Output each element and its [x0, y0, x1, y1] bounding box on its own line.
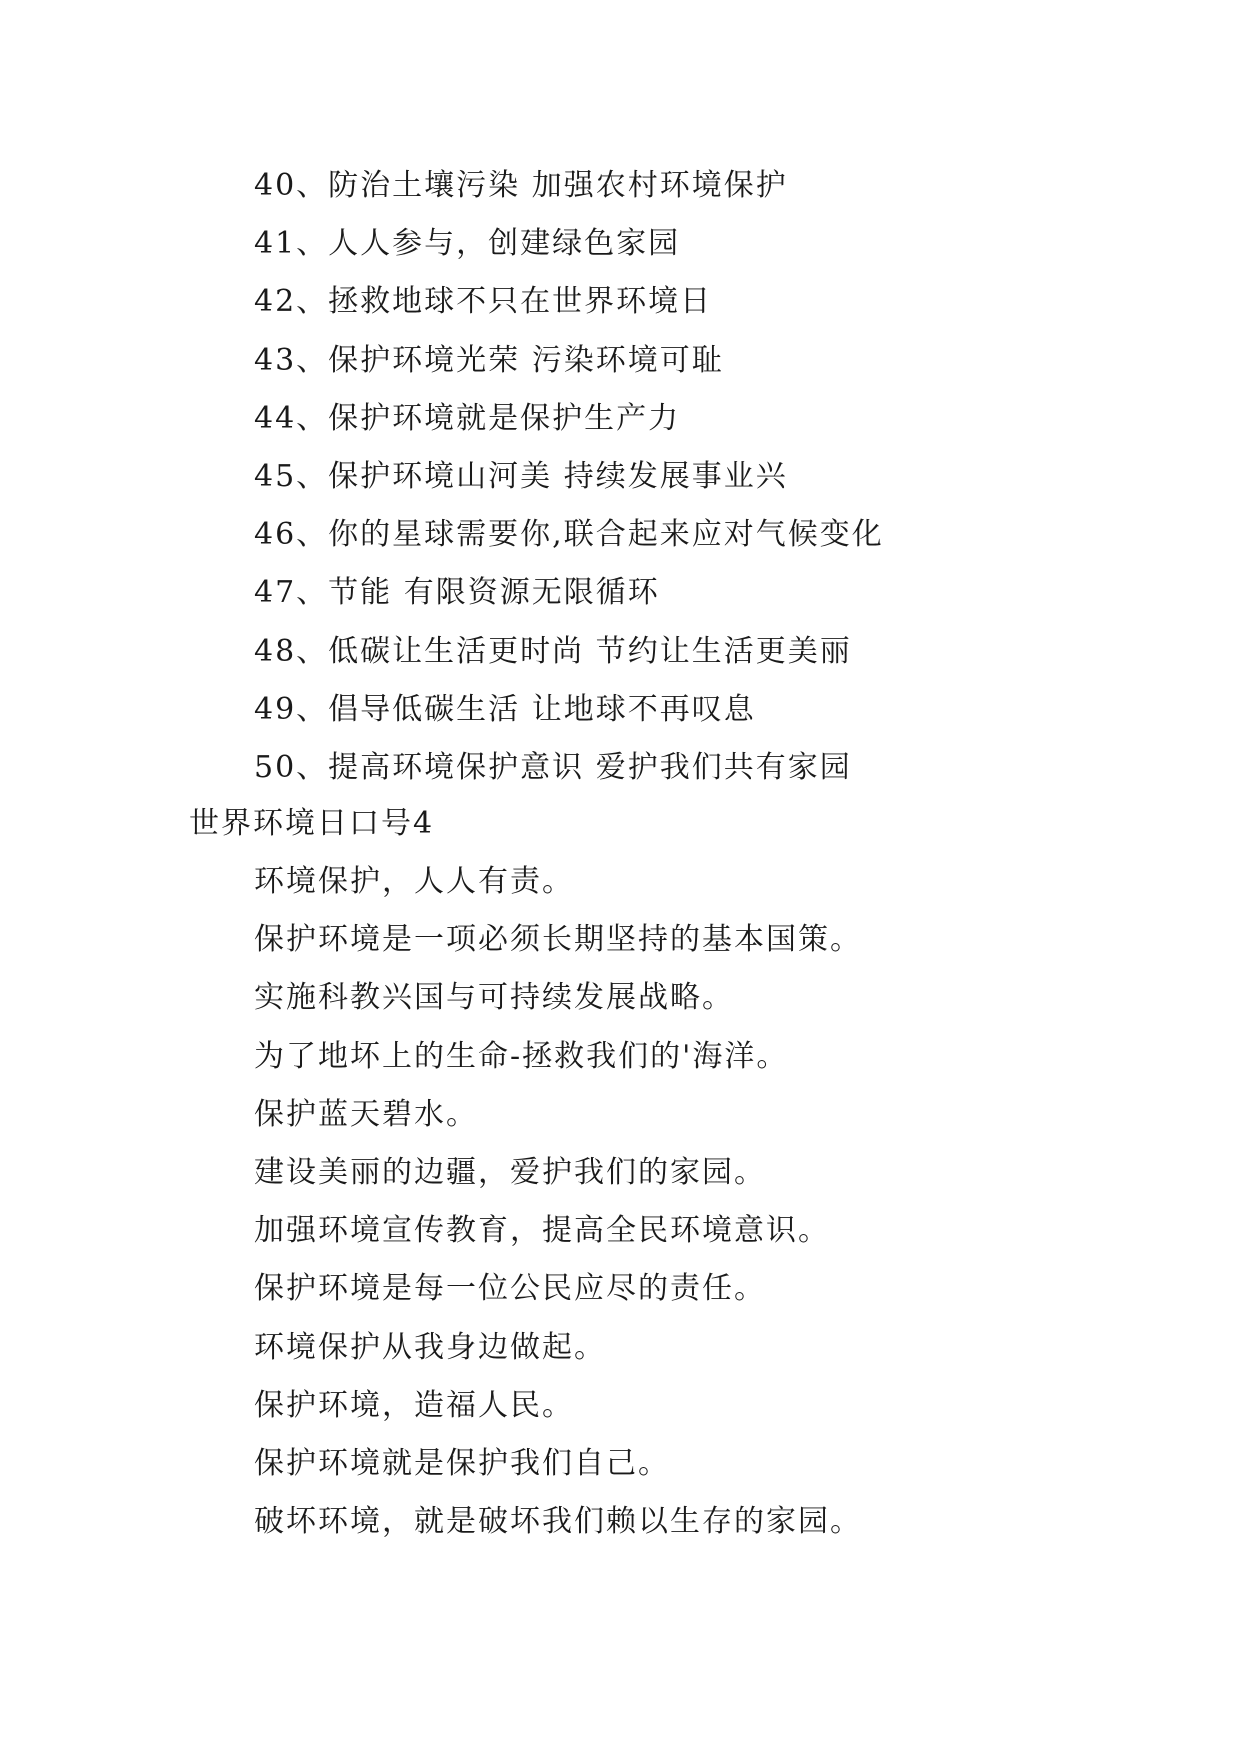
list-item: 49、倡导低碳生活 让地球不再叹息 [254, 691, 756, 727]
slogan-line: 环境保护，人人有责。 [254, 864, 574, 899]
numbered-slogan-list [0, 157, 1241, 797]
slogan-line: 保护环境是每一位公民应尽的责任。 [254, 1271, 766, 1307]
slogan-line: 保护环境是一项必须长期坚持的基本国策。 [254, 922, 862, 958]
slogan-line: 环境保护从我身边做起。 [254, 1329, 606, 1365]
list-item: 46、你的星球需要你,联合起来应对气候变化 [254, 517, 884, 553]
list-item: 50、提高环境保护意识 爱护我们共有家园 [254, 749, 852, 785]
slogan-line: 保护蓝天碧水。 [254, 1096, 478, 1132]
section-heading: 世界环境日口号4 [189, 806, 435, 841]
slogan-line: 实施科教兴国与可持续发展战略。 [254, 980, 734, 1016]
slogan-list [0, 853, 1241, 1551]
slogan-line: 加强环境宣传教育，提高全民环境意识。 [254, 1213, 830, 1249]
slogan-line: 破坏环境，就是破坏我们赖以生存的家园。 [254, 1504, 862, 1540]
slogan-line: 建设美丽的边疆，爱护我们的家园。 [254, 1154, 766, 1190]
slogan-line: 为了地坏上的生命-拯救我们的'海洋。 [254, 1038, 789, 1074]
slogan-line: 保护环境就是保护我们自己。 [254, 1445, 670, 1481]
list-item: 48、低碳让生活更时尚 节约让生活更美丽 [254, 633, 852, 669]
list-item: 47、节能 有限资源无限循环 [254, 575, 660, 611]
list-item: 44、保护环境就是保护生产力 [254, 400, 681, 436]
list-item: 40、防治土壤污染 加强农村环境保护 [254, 168, 788, 203]
list-item: 43、保护环境光荣 污染环境可耻 [254, 342, 724, 378]
section-heading-container [0, 795, 1241, 853]
list-item: 42、拯救地球不只在世界环境日 [254, 284, 713, 320]
list-item: 45、保护环境山河美 持续发展事业兴 [254, 458, 788, 494]
list-item: 41、人人参与，创建绿色家园 [254, 226, 681, 262]
slogan-line: 保护环境，造福人民。 [254, 1387, 574, 1423]
